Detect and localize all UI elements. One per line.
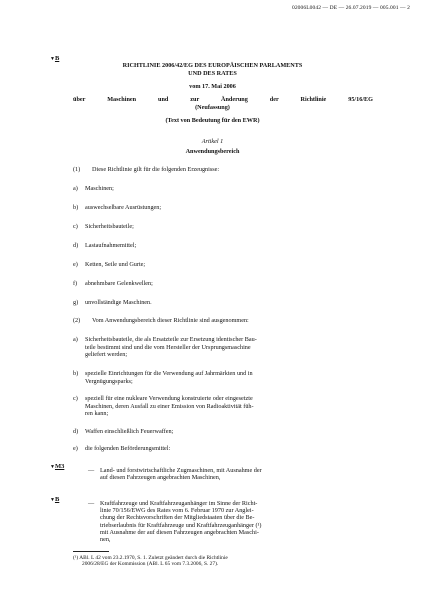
title-date: vom 17. Mai 2006: [189, 83, 236, 90]
amendment-marker-b[interactable]: [50, 496, 59, 503]
list-item-label: b): [73, 370, 79, 377]
list-item-label: d): [73, 428, 79, 435]
text-line: geliefert werden;: [85, 351, 128, 359]
dash-item-tractors: [88, 467, 360, 481]
text-line: Kraftfahrzeuge und Kraftfahrzeuganhänger im Sinne der Richt-: [100, 500, 258, 507]
triangle-down-icon: ▼: [50, 498, 55, 503]
amendment-marker-m3[interactable]: [50, 463, 64, 470]
title-subject: über Maschinen und zur Änderung der Richtlinie 95/16/EG: [73, 96, 373, 103]
text-line: Sicherheitsbauteile, die als Ersatzteile zur Ersetzung identischer Bau-: [85, 336, 257, 343]
exclusion-item: [73, 336, 373, 359]
list-item-text: [85, 445, 373, 453]
paragraph-1: [73, 166, 373, 174]
paragraph-text: Vom Anwendungsbereich dieser Richtlinie sind ausgenommen:: [92, 317, 249, 324]
text-line: speziell für eine nukleare Verwendung konstruierte oder eingesetzte: [85, 395, 253, 402]
document-reference-header: 02006L0042 — DE — 26.07.2019 — 005.001 — 2: [291, 5, 410, 11]
paragraph-2: [73, 317, 373, 325]
marker-code: M3: [54, 463, 65, 470]
list-item: [73, 280, 373, 288]
list-item: [73, 185, 373, 193]
dash-bullet: —: [88, 467, 95, 474]
list-item-text: Maschinen;: [85, 185, 114, 192]
title-subject-2: (Neufassung): [195, 104, 230, 111]
dash-item-text: [100, 467, 360, 481]
list-item: [73, 261, 373, 269]
text-line: auf diesen Fahrzeugen angebrachten Maschinen,: [100, 474, 221, 482]
list-item-text: unvollständige Maschinen.: [85, 299, 152, 306]
article-heading: Anwendungsbereich: [185, 148, 240, 155]
list-item-text: abnehmbare Gelenkwellen;: [85, 280, 153, 287]
marker-code: B: [54, 55, 60, 62]
text-line: mit Ausnahme der auf diesen Fahrzeugen angebrachten Maschi-: [100, 528, 259, 536]
list-item: [73, 299, 373, 307]
list-item-label: d): [73, 242, 79, 249]
footnote-line: 2006/28/EG der Kommission (ABl. L 65 vom 7.3.2006, S. 27).: [82, 561, 219, 568]
list-item-text: Ketten, Seile und Gurte;: [85, 261, 146, 268]
list-item: [73, 204, 373, 212]
list-item-label: b): [73, 204, 79, 211]
exclusion-item: [73, 428, 373, 436]
triangle-down-icon: ▼: [50, 57, 55, 62]
paragraph-text: Diese Richtlinie gilt für die folgenden Erzeugnisse:: [92, 166, 220, 173]
title-line-1: RICHTLINIE 2006/42/EG DES EUROPÄISCHEN PARLAMENTS: [122, 62, 303, 69]
list-item-text: Lastaufnahmemittel;: [85, 242, 137, 249]
footnote: [73, 555, 373, 567]
text-line: Waffen einschließlich Feuerwaffen;: [85, 428, 174, 435]
footnote-line: (¹) ABl. L 42 vom 23.2.1970, S. 1. Zuletzt geändert durch die Richtlinie: [73, 555, 228, 561]
list-item-text: [85, 395, 373, 418]
marker-code: B: [54, 496, 60, 503]
exclusion-item: [73, 395, 373, 418]
list-item-text: auswechselbare Ausrüstungen;: [85, 204, 162, 211]
list-item-label: e): [73, 445, 78, 452]
amendment-marker-b[interactable]: [50, 55, 59, 62]
list-item-label: f): [73, 280, 78, 287]
list-item-label: e): [73, 261, 78, 268]
paragraph-number: (2): [73, 317, 81, 324]
text-line: die folgenden Beförderungsmittel:: [85, 445, 171, 452]
dash-item-motor-vehicles: [88, 500, 360, 543]
text-line: nen,: [100, 536, 111, 544]
text-line: Land- und forstwirtschaftliche Zugmaschinen, mit Ausnahme der: [100, 467, 262, 474]
text-line: Maschinen, deren Ausfall zu einer Emission von Radioaktivität füh-: [85, 402, 254, 410]
text-line: Vergnügungsparks;: [85, 377, 133, 385]
list-item-label: g): [73, 299, 79, 306]
triangle-down-icon: ▼: [50, 465, 55, 470]
article-number: Artikel 1: [201, 138, 224, 145]
text-line: teile bestimmt sind und die vom Hersteller der Ursprungsmaschine: [85, 343, 251, 351]
list-item-label: c): [73, 223, 78, 230]
paragraph-number: (1): [73, 166, 81, 173]
list-item: [73, 223, 373, 231]
list-item: [73, 242, 373, 250]
list-item-text: [85, 428, 373, 436]
list-item-text: Sicherheitsbauteile;: [85, 223, 134, 230]
list-item-label: a): [73, 336, 78, 343]
text-line: linie 70/156/EWG des Rates vom 6. Februar 1970 zur Anglei-: [100, 507, 254, 515]
list-item-label: a): [73, 185, 78, 192]
text-line: spezielle Einrichtungen für die Verwendung auf Jahrmärkten und in: [85, 370, 253, 377]
exclusion-item: [73, 370, 373, 385]
list-item-text: [85, 336, 373, 359]
eea-relevance-note: (Text von Bedeutung für den EWR): [165, 117, 260, 124]
title-line-2: UND DES RATES: [188, 70, 237, 77]
dash-bullet: —: [88, 500, 95, 507]
exclusion-item: [73, 445, 373, 453]
list-item-label: c): [73, 395, 78, 402]
text-line: ren kann;: [85, 410, 109, 418]
text-line: chung der Rechtsvorschriften der Mitgliedstaaten über die Be-: [100, 514, 255, 522]
footnote-separator: [73, 551, 109, 552]
list-item-text: [85, 370, 373, 385]
text-line: triebserlaubnis für Kraftfahrzeuge und Kraftfahrzeuganhänger (¹): [100, 521, 262, 529]
dash-item-text: [100, 500, 360, 543]
